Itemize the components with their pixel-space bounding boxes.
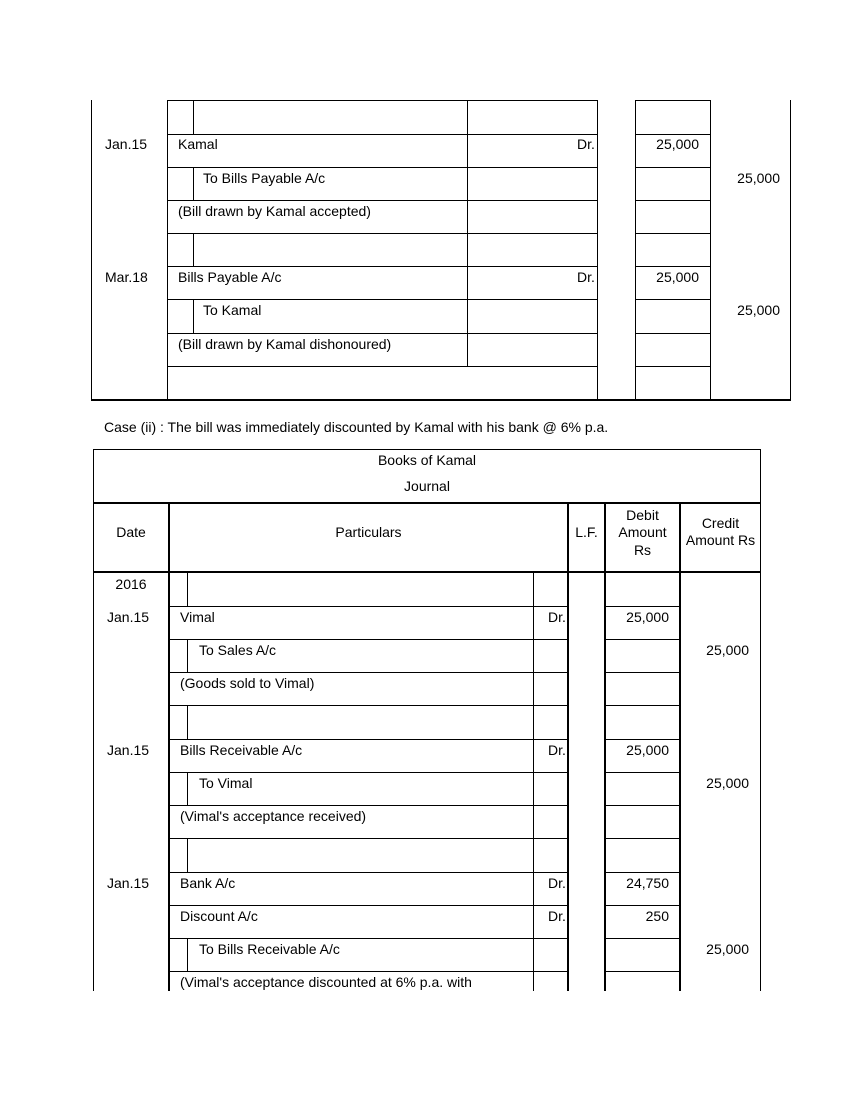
header-particulars: Particulars [335,524,402,540]
case-heading: Case (ii) : The bill was immediately discounted by Kamal with his bank @ 6% p.a. [104,419,609,435]
credit-cell: 25,000 [706,775,749,791]
header-lf: L.F. [575,524,598,540]
particular-cell: To Vimal [199,775,253,791]
credit-cell: 25,000 [737,302,780,318]
date-cell: Jan.15 [107,609,150,625]
debit-cell: 25,000 [626,609,669,625]
particular-cell: To Bills Receivable A/c [199,941,340,957]
particular-cell: Bank A/c [180,875,236,891]
particular-cell: Vimal [180,609,215,625]
narration-cell: (Goods sold to Vimal) [180,675,315,691]
credit-cell: 25,000 [737,170,780,186]
debit-cell: 25,000 [656,136,699,152]
date-cell: Jan.15 [107,742,150,758]
header-debit-line1: Debit [626,507,659,523]
journal-subtitle: Journal [404,478,450,494]
book-title: Books of Kamal [377,452,477,468]
particular-cell: Bills Payable A/c [178,269,282,285]
date-cell: Jan.15 [107,875,150,891]
dr-mark: Dr. [577,136,595,152]
narration-cell: (Bill drawn by Kamal dishonoured) [178,336,392,352]
header-debit-line2: Amount [618,524,667,540]
particular-cell: To Kamal [203,302,262,318]
header-credit-line1: Credit [701,515,740,531]
dr-mark: Dr. [548,609,566,625]
particular-cell: To Bills Payable A/c [203,170,326,186]
narration-cell: (Bill drawn by Kamal accepted) [178,203,371,219]
date-cell: Jan.15 [105,136,148,152]
debit-cell: 24,750 [626,875,669,891]
dr-mark: Dr. [548,908,566,924]
header-debit-line3: Rs [633,542,652,558]
debit-cell: 250 [645,908,669,924]
debit-cell: 25,000 [656,269,699,285]
particular-cell: To Sales A/c [199,642,277,658]
dr-mark: Dr. [548,742,566,758]
narration-cell: (Vimal's acceptance discounted at 6% p.a. with [180,974,472,990]
debit-cell: 25,000 [626,742,669,758]
year-cell: 2016 [115,576,147,592]
particular-cell: Discount A/c [180,908,258,924]
particular-cell: Bills Receivable A/c [180,742,303,758]
particular-cell: Kamal [178,136,218,152]
dr-mark: Dr. [548,875,566,891]
header-date: Date [116,524,146,540]
credit-cell: 25,000 [706,642,749,658]
dr-mark: Dr. [577,269,595,285]
date-cell: Mar.18 [105,269,148,285]
credit-cell: 25,000 [706,941,749,957]
header-credit-line2: Amount Rs [685,532,756,548]
narration-cell: (Vimal's acceptance received) [180,808,367,824]
